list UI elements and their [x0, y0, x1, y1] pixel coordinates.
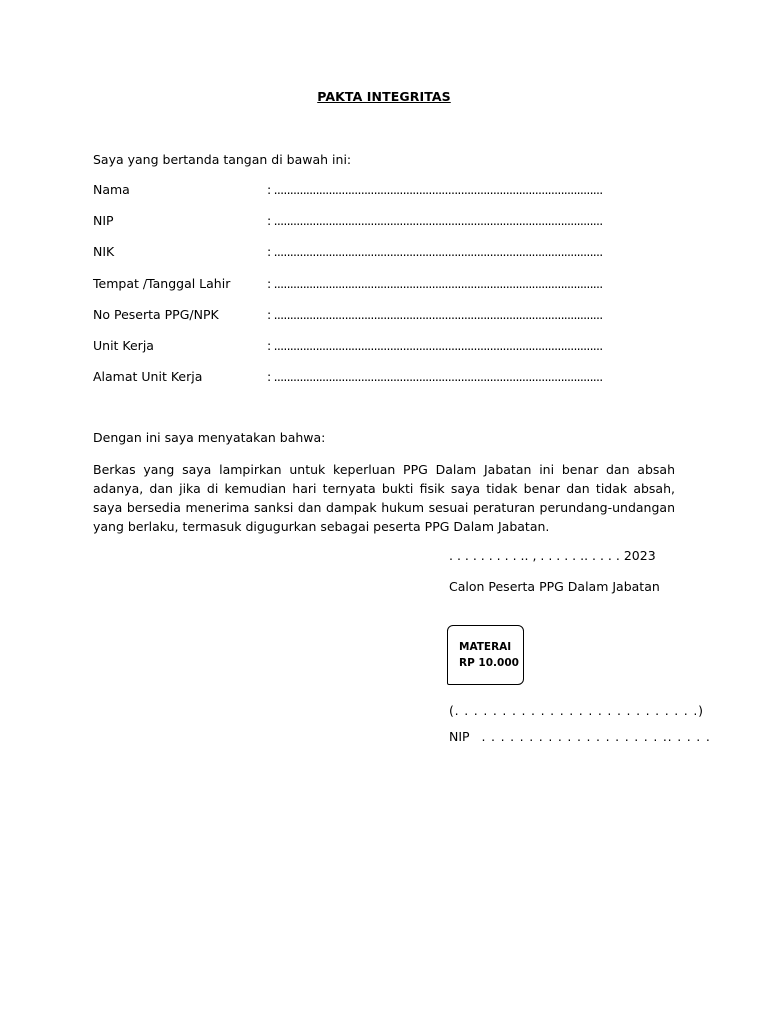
place-date-line: . . . . . . . . . .. , . . . . . .. . . . . 2023 [449, 548, 656, 563]
signer-name-line: (. . . . . . . . . . . . . . . . . . . . . . . . . .) [449, 703, 704, 718]
field-blank: : ...................................................................................................... [267, 338, 603, 353]
stamp-text: MATERAI [459, 641, 512, 653]
field-blank: : ...................................................................................................... [267, 369, 603, 384]
signer-nip-line [449, 729, 711, 744]
statement-heading: Dengan ini saya menyatakan bahwa: [93, 430, 326, 445]
intro-text: Saya yang bertanda tangan di bawah ini: [93, 152, 352, 167]
nip-label: NIP [449, 729, 470, 744]
signer-role: Calon Peserta PPG Dalam Jabatan [449, 579, 660, 594]
field-blank: : ...................................................................................................... [267, 307, 603, 322]
field-row-nip [93, 213, 653, 229]
field-blank: : ...................................................................................................... [267, 182, 603, 197]
field-row-unit-kerja [93, 338, 653, 354]
field-blank: : ...................................................................................................... [267, 213, 603, 228]
field-row-tempat-tanggal-lahir [93, 276, 653, 292]
field-label: Alamat Unit Kerja [93, 369, 203, 384]
statement-paragraph: Berkas yang saya lampirkan untuk keperluan PPG Dalam Jabatan ini benar dan absah adanya, dan jika di kemudian hari ternyata bukti fisik saya tidak benar dan tidak absah, saya bersedia menerima sanksi dan dampak hukum sesuai peraturan perundang-undangan yang berlaku, termasuk digugurkan sebagai peserta PPG Dalam Jabatan. [93, 462, 675, 534]
field-row-alamat-unit-kerja [93, 369, 653, 385]
field-label: Nama [93, 182, 130, 197]
field-blank: : ...................................................................................................... [267, 244, 603, 259]
materai-stamp-box [447, 625, 524, 685]
field-label: NIP [93, 213, 114, 228]
stamp-value: RP 10.000 [459, 657, 519, 669]
nip-blank: . . . . . . . . . . . . . . . . . . . .. . . . . [481, 729, 711, 744]
field-label: Tempat /Tanggal Lahir [93, 276, 231, 291]
field-row-no-peserta [93, 307, 653, 323]
field-label: NIK [93, 244, 115, 259]
document-title: PAKTA INTEGRITAS [317, 89, 451, 104]
field-row-nik [93, 244, 653, 260]
field-row-nama [93, 182, 653, 198]
field-blank: : ...................................................................................................... [267, 276, 603, 291]
field-label: Unit Kerja [93, 338, 154, 353]
field-label: No Peserta PPG/NPK [93, 307, 219, 322]
